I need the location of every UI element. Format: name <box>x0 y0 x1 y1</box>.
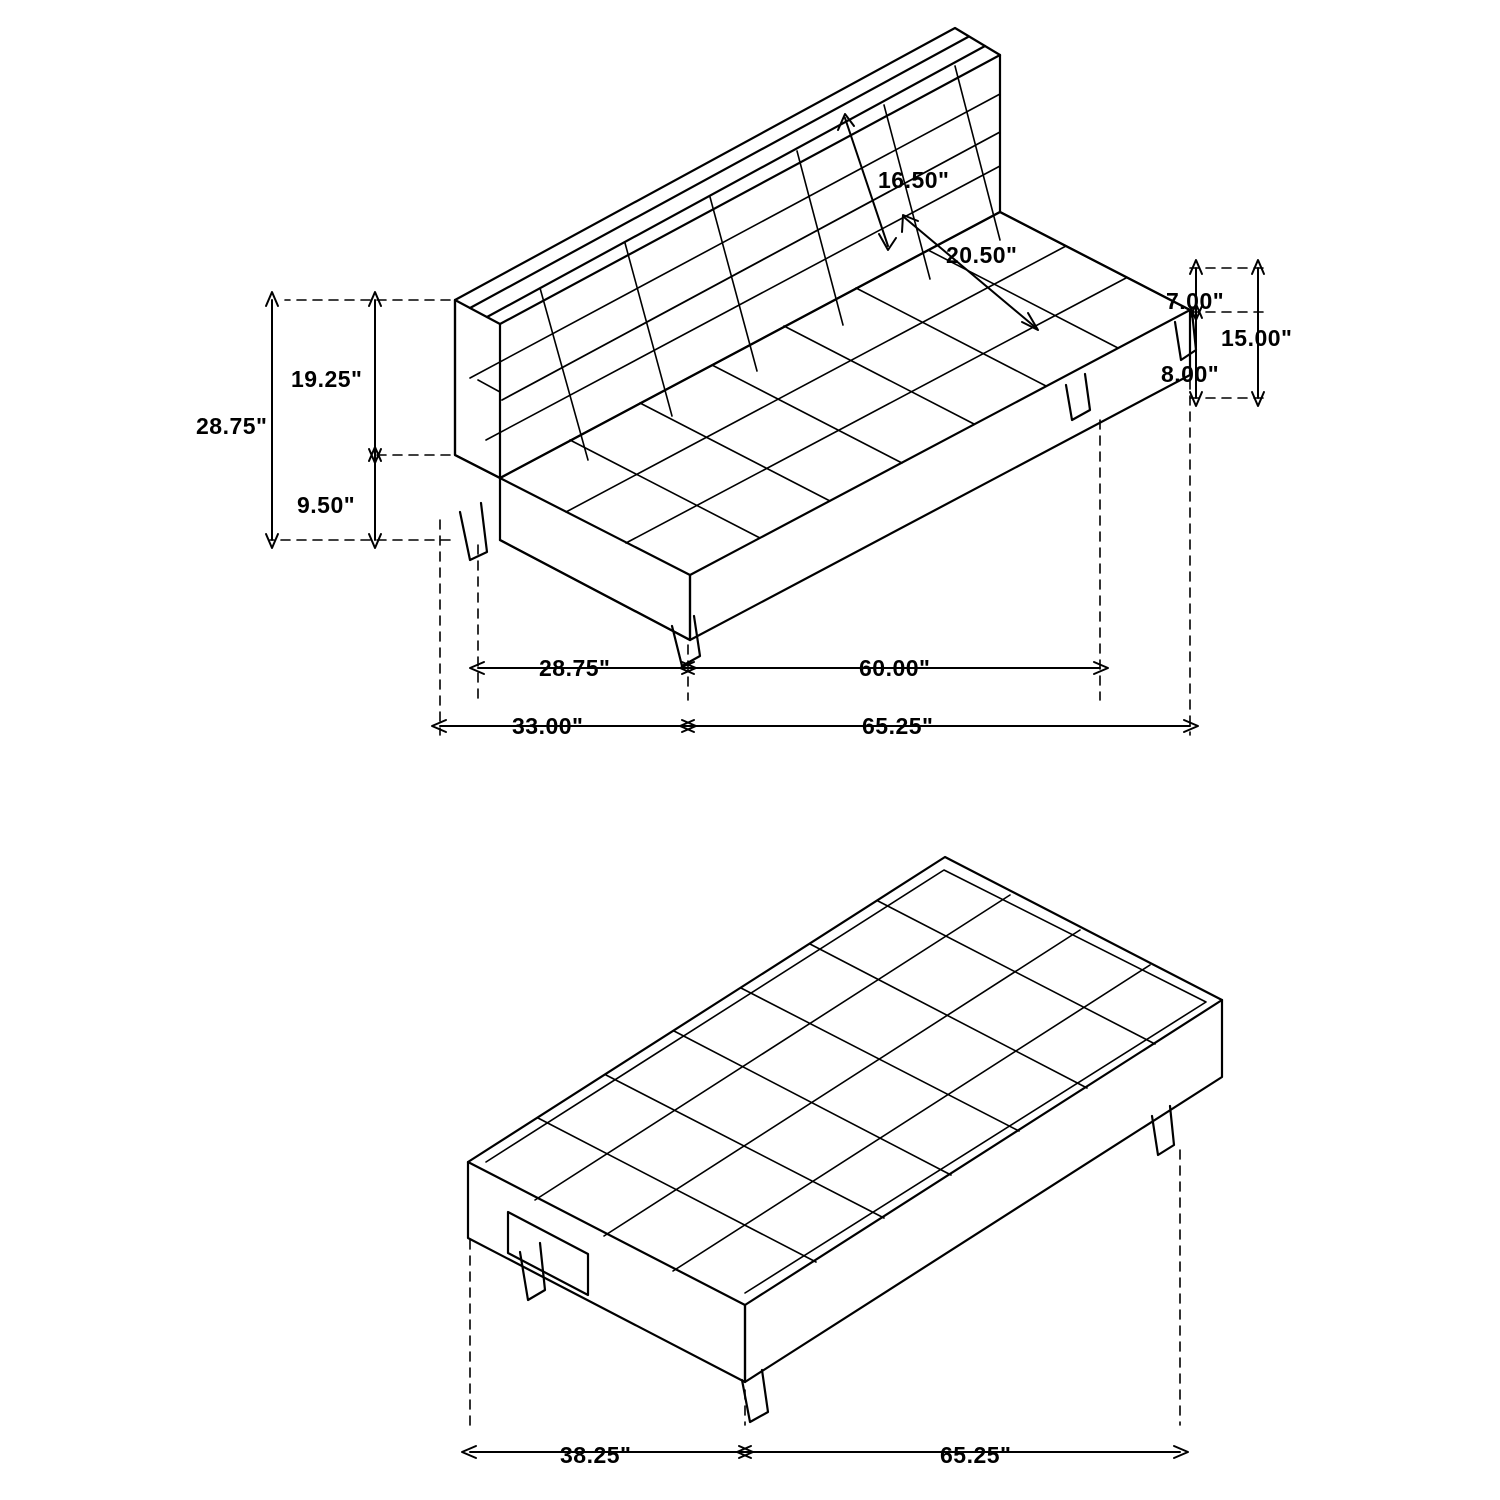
dim-bed-length: 65.25" <box>940 1442 1012 1468</box>
dim-backrest-depth: 16.50" <box>878 167 950 193</box>
dim-seat-cushion-height: 7.00" <box>1166 288 1225 314</box>
dim-length-overall: 65.25" <box>862 713 934 739</box>
dim-depth-overall: 33.00" <box>512 713 584 739</box>
dimension-lines <box>266 114 1264 1458</box>
dim-seat-length: 60.00" <box>859 655 931 681</box>
sofa-upright-view <box>455 28 1196 666</box>
extension-lines <box>270 268 1265 1425</box>
dim-back-height: 19.25" <box>291 366 363 392</box>
dim-overall-height: 28.75" <box>196 413 268 439</box>
dim-seat-height: 9.50" <box>297 492 356 518</box>
dim-seat-depth: 20.50" <box>946 242 1018 268</box>
dim-leg-height: 8.00" <box>1161 361 1220 387</box>
bed-flat-view <box>468 857 1222 1422</box>
dim-side-overall-height: 15.00" <box>1221 325 1293 351</box>
dim-bed-depth: 38.25" <box>560 1442 632 1468</box>
dim-seat-width-inner: 28.75" <box>539 655 611 681</box>
